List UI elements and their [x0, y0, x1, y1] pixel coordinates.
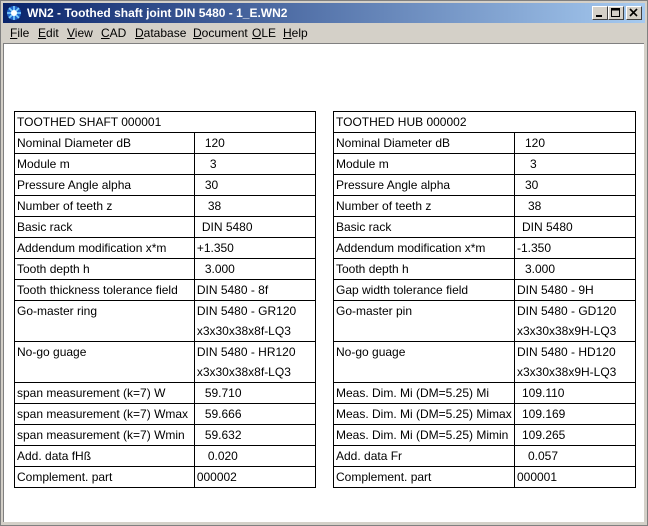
- hub-header: TOOTHED HUB 000002: [334, 112, 636, 133]
- row-label: Basic rack: [15, 217, 195, 238]
- table-row: [15, 404, 316, 425]
- row-value: DIN 5480 - 8f: [194, 280, 315, 301]
- row-label: Go-master pin: [334, 301, 515, 342]
- table-row: [15, 280, 316, 301]
- table-row: [334, 404, 636, 425]
- row-value: DIN 5480 - 9H: [514, 280, 635, 301]
- table-row: [15, 301, 316, 342]
- row-label: Add. data Fr: [334, 446, 515, 467]
- row-label: Complement. part: [15, 467, 195, 488]
- row-value: 59.666: [194, 404, 315, 425]
- row-label: Go-master ring: [15, 301, 195, 342]
- row-label: Module m: [15, 154, 195, 175]
- table-row: [334, 467, 636, 488]
- document-view[interactable]: [3, 43, 644, 522]
- row-value: 109.110: [514, 383, 635, 404]
- table-row: [15, 238, 316, 259]
- maximize-button[interactable]: [608, 6, 624, 20]
- row-value: 30: [194, 175, 315, 196]
- table-row: [334, 238, 636, 259]
- table-row: [15, 425, 316, 446]
- table-row: [15, 196, 316, 217]
- table-row: [15, 175, 316, 196]
- row-value: -1.350: [514, 238, 635, 259]
- table-row: [334, 301, 636, 342]
- row-label: Meas. Dim. Mi (DM=5.25) Mi: [334, 383, 515, 404]
- row-label: Basic rack: [334, 217, 515, 238]
- table-row: [334, 259, 636, 280]
- table-row: [15, 342, 316, 383]
- title-bar[interactable]: [3, 3, 645, 23]
- table-row: [15, 133, 316, 154]
- row-value: 000002: [194, 467, 315, 488]
- menu-bar: [3, 24, 645, 42]
- table-row: [15, 383, 316, 404]
- table-row: [334, 383, 636, 404]
- menu-edit[interactable]: Edit: [38, 26, 59, 40]
- maximize-icon: [611, 8, 621, 18]
- row-value: 000001: [514, 467, 635, 488]
- row-label: No-go guage: [15, 342, 195, 383]
- row-label: Number of teeth z: [15, 196, 195, 217]
- table-row: [334, 446, 636, 467]
- row-label: span measurement (k=7) Wmin: [15, 425, 195, 446]
- close-icon: [629, 8, 639, 18]
- row-value: DIN 5480 - GD120 x3x30x38x9H-LQ3: [514, 301, 635, 342]
- row-value: 3.000: [514, 259, 635, 280]
- row-value: 3: [514, 154, 635, 175]
- row-value: 109.265: [514, 425, 635, 446]
- row-value: +1.350: [194, 238, 315, 259]
- row-value: DIN 5480 - HR120 x3x30x38x8f-LQ3: [194, 342, 315, 383]
- table-row: [15, 259, 316, 280]
- row-value: 38: [194, 196, 315, 217]
- table-row: [334, 217, 636, 238]
- row-label: Add. data fHß: [15, 446, 195, 467]
- row-label: Pressure Angle alpha: [334, 175, 515, 196]
- window-title: WN2 - Toothed shaft joint DIN 5480 - 1_E.WN2: [27, 6, 288, 20]
- row-label: span measurement (k=7) W: [15, 383, 195, 404]
- row-value: 109.169: [514, 404, 635, 425]
- row-label: Nominal Diameter dB: [15, 133, 195, 154]
- row-label: Tooth thickness tolerance field: [15, 280, 195, 301]
- menu-file[interactable]: File: [10, 26, 30, 40]
- table-row: [15, 217, 316, 238]
- row-label: Addendum modification x*m: [334, 238, 515, 259]
- row-value: DIN 5480: [514, 217, 635, 238]
- row-label: Addendum modification x*m: [15, 238, 195, 259]
- toothed-shaft-table: [14, 111, 316, 488]
- table-row: [334, 425, 636, 446]
- minimize-icon: [595, 8, 605, 18]
- row-value: 38: [514, 196, 635, 217]
- table-row: [334, 154, 636, 175]
- row-label: span measurement (k=7) Wmax: [15, 404, 195, 425]
- row-value: DIN 5480: [194, 217, 315, 238]
- menu-cad[interactable]: CAD: [101, 26, 127, 40]
- row-value: 0.057: [514, 446, 635, 467]
- close-button[interactable]: [626, 6, 642, 20]
- row-value: DIN 5480 - GR120 x3x30x38x8f-LQ3: [194, 301, 315, 342]
- row-label: No-go guage: [334, 342, 515, 383]
- row-value: 30: [514, 175, 635, 196]
- row-label: Number of teeth z: [334, 196, 515, 217]
- shaft-header: TOOTHED SHAFT 000001: [15, 112, 316, 133]
- row-value: 120: [194, 133, 315, 154]
- row-value: 59.710: [194, 383, 315, 404]
- row-value: 59.632: [194, 425, 315, 446]
- toothed-hub-table: [333, 111, 636, 488]
- table-row: [334, 280, 636, 301]
- row-value: 3: [194, 154, 315, 175]
- menu-ole[interactable]: OLE: [252, 26, 277, 40]
- gear-icon[interactable]: [6, 5, 22, 21]
- row-label: Tooth depth h: [334, 259, 515, 280]
- row-label: Module m: [334, 154, 515, 175]
- minimize-button[interactable]: [592, 6, 608, 20]
- table-row: [334, 196, 636, 217]
- row-label: Nominal Diameter dB: [334, 133, 515, 154]
- row-label: Tooth depth h: [15, 259, 195, 280]
- row-label: Meas. Dim. Mi (DM=5.25) Mimax: [334, 404, 515, 425]
- menu-database[interactable]: Database: [135, 26, 187, 40]
- table-row: [15, 446, 316, 467]
- row-value: DIN 5480 - HD120 x3x30x38x9H-LQ3: [514, 342, 635, 383]
- row-label: Complement. part: [334, 467, 515, 488]
- table-row: [15, 467, 316, 488]
- row-value: 120: [514, 133, 635, 154]
- row-label: Pressure Angle alpha: [15, 175, 195, 196]
- table-row: [334, 175, 636, 196]
- table-row: [15, 154, 316, 175]
- row-value: 0.020: [194, 446, 315, 467]
- table-row: [334, 342, 636, 383]
- row-value: 3.000: [194, 259, 315, 280]
- row-label: Meas. Dim. Mi (DM=5.25) Mimin: [334, 425, 515, 446]
- row-label: Gap width tolerance field: [334, 280, 515, 301]
- menu-view[interactable]: View: [67, 26, 93, 40]
- menu-document[interactable]: Document: [193, 26, 248, 40]
- menu-help[interactable]: Help: [283, 26, 308, 40]
- table-row: [334, 133, 636, 154]
